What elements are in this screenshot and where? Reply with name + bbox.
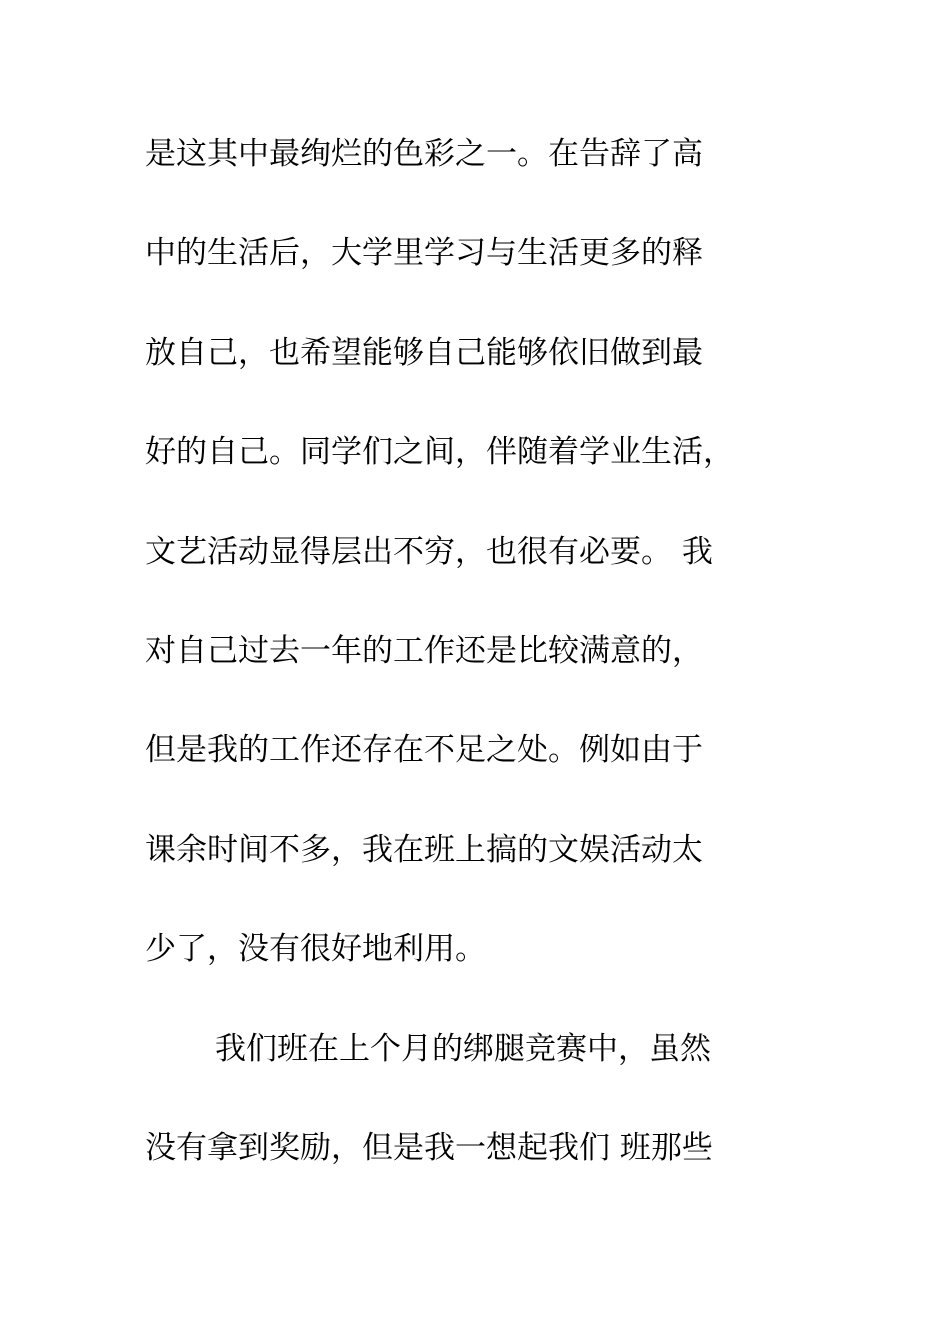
text-line: 好的自己。同学们之间，伴随着学业生活， xyxy=(145,434,734,471)
text-line: 对自己过去一年的工作还是比较满意的， xyxy=(145,632,703,669)
text-line: 放自己，也希望能够自己能够依旧做到最 xyxy=(145,334,703,371)
document-body xyxy=(145,124,805,1217)
text-line: 少了，没有很好地利用。 xyxy=(145,931,486,968)
text-line: 但是我的工作还存在不足之处。例如由于 xyxy=(145,732,703,769)
text-line: 中的生活后，大学里学习与生活更多的释 xyxy=(145,235,703,272)
text-line: 文艺活动显得层出不穷，也很有必要。 我 xyxy=(145,533,713,570)
text-line: 是这其中最绚烂的色彩之一。在告辞了高 xyxy=(145,136,703,172)
text-line: 没有拿到奖励，但是我一想起我们 班那些 xyxy=(145,1129,713,1166)
paragraph-start-line: 我们班在上个月的绑腿竞赛中，虽然 xyxy=(215,1030,711,1067)
text-line: 课余时间不多，我在班上搞的文娱活动太 xyxy=(145,831,703,868)
